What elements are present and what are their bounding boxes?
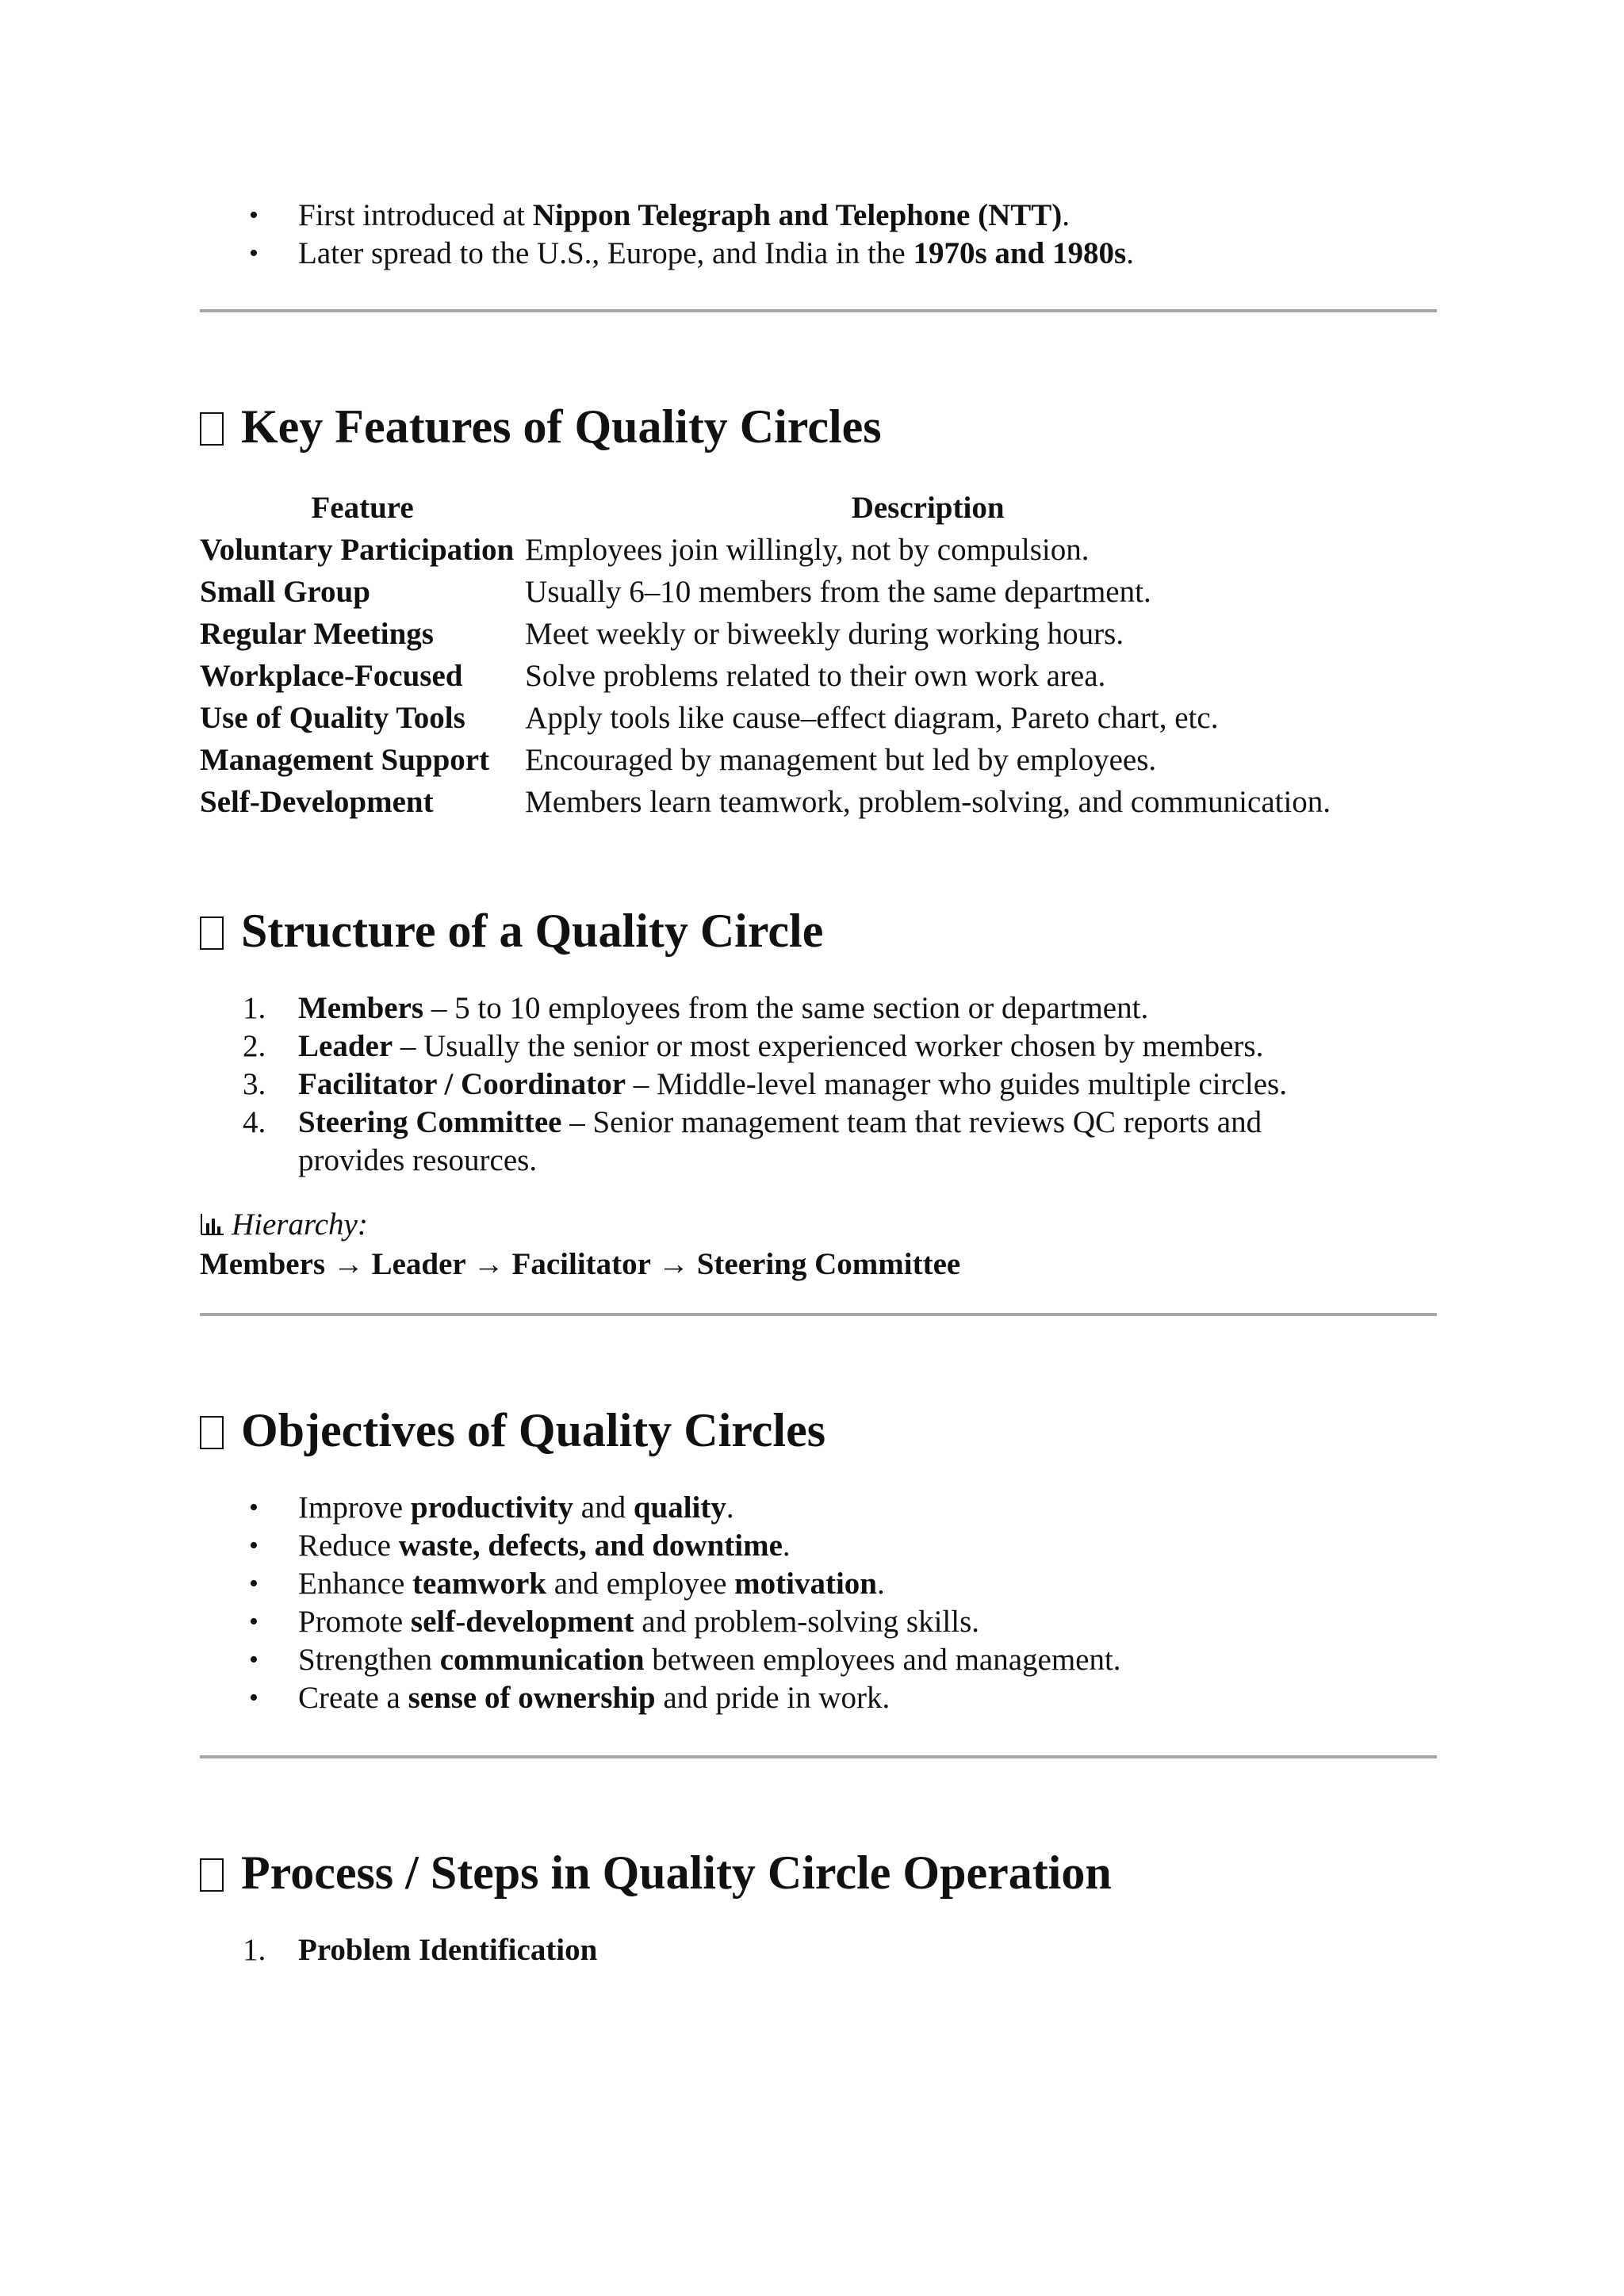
list-item: • Reduce waste, defects, and downtime. xyxy=(200,1527,1437,1565)
table-row xyxy=(200,781,1331,823)
section-heading-process: Process / Steps in Quality Circle Operation xyxy=(200,1844,1437,1901)
table-row xyxy=(200,571,1331,613)
bar-chart-icon xyxy=(200,1212,225,1236)
column-header-feature: Feature xyxy=(311,491,414,525)
section-divider xyxy=(200,1313,1437,1316)
list-item: 4. Steering Committee – Senior management team that reviews QC reports and provides resources. xyxy=(243,1105,1262,1177)
list-item: 1. Problem Identification xyxy=(243,1933,598,1967)
feature-cell: Self-Development xyxy=(200,785,434,819)
list-item: • Later spread to the U.S., Europe, and India in the 1970s and 1980s. xyxy=(200,235,1437,273)
bullet-icon: • xyxy=(249,239,259,268)
missing-glyph-icon xyxy=(200,1416,224,1449)
table-header-row xyxy=(200,487,1331,529)
section-heading-objectives: Objectives of Quality Circles xyxy=(200,1402,1437,1459)
list-item: • Enhance teamwork and employee motivation. xyxy=(200,1565,1437,1603)
section-divider xyxy=(200,1755,1437,1758)
document-page xyxy=(200,190,1437,1969)
list-item: 1. Members – 5 to 10 employees from the same section or department. xyxy=(243,991,1149,1025)
table-row xyxy=(200,529,1331,571)
feature-cell: Workplace-Focused xyxy=(200,659,463,693)
feature-cell: Small Group xyxy=(200,575,370,609)
bullet-icon: • xyxy=(249,1569,259,1598)
section-divider xyxy=(200,309,1437,312)
feature-cell: Voluntary Participation xyxy=(200,533,515,567)
table-row xyxy=(200,697,1331,739)
features-table xyxy=(200,487,1331,823)
bullet-icon: • xyxy=(249,201,259,230)
hierarchy-label: Hierarchy: xyxy=(200,1205,1437,1245)
process-list xyxy=(200,1931,1437,1969)
list-item: • Improve productivity and quality. xyxy=(200,1489,1437,1527)
missing-glyph-icon xyxy=(200,1858,224,1892)
feature-cell: Management Support xyxy=(200,743,490,777)
description-cell: Employees join willingly, not by compulsion. xyxy=(525,533,1090,567)
list-item: 2. Leader – Usually the senior or most experienced worker chosen by members. xyxy=(243,1029,1264,1063)
table-row xyxy=(200,613,1331,655)
feature-cell: Use of Quality Tools xyxy=(200,701,465,735)
bullet-icon: • xyxy=(249,1645,259,1674)
list-item: • Promote self-development and problem-solving skills. xyxy=(200,1603,1437,1641)
features-table-body xyxy=(200,529,1331,823)
bullet-icon: • xyxy=(249,1493,259,1522)
bullet-icon: • xyxy=(249,1683,259,1712)
section-heading-structure: Structure of a Quality Circle xyxy=(200,902,1437,959)
missing-glyph-icon xyxy=(200,412,224,446)
description-cell: Usually 6–10 members from the same department. xyxy=(525,575,1151,609)
section-heading-key-features: Key Features of Quality Circles xyxy=(200,398,1437,455)
hierarchy-path: Members → Leader → Facilitator → Steering Committee xyxy=(200,1247,961,1281)
missing-glyph-icon xyxy=(200,916,224,950)
bullet-icon: • xyxy=(249,1607,259,1636)
list-item: 3. Facilitator / Coordinator – Middle-level manager who guides multiple circles. xyxy=(243,1067,1287,1101)
list-item: • Create a sense of ownership and pride in work. xyxy=(200,1679,1437,1717)
table-row xyxy=(200,655,1331,697)
column-header-description: Description xyxy=(851,491,1005,525)
bullet-icon: • xyxy=(249,1531,259,1560)
intro-bullet-list xyxy=(200,197,1437,273)
description-cell: Solve problems related to their own work area. xyxy=(525,659,1106,693)
list-item: • First introduced at Nippon Telegraph and Telephone (NTT). xyxy=(200,197,1437,235)
list-item: • Strengthen communication between employees and management. xyxy=(200,1641,1437,1679)
objectives-list xyxy=(200,1489,1437,1717)
description-cell: Encouraged by management but led by employees. xyxy=(525,743,1157,777)
structure-list xyxy=(200,989,1437,1180)
table-row xyxy=(200,739,1331,781)
feature-cell: Regular Meetings xyxy=(200,617,434,651)
description-cell: Meet weekly or biweekly during working hours. xyxy=(525,617,1124,651)
description-cell: Apply tools like cause–effect diagram, Pareto chart, etc. xyxy=(525,701,1219,735)
description-cell: Members learn teamwork, problem-solving, and communication. xyxy=(525,785,1331,819)
